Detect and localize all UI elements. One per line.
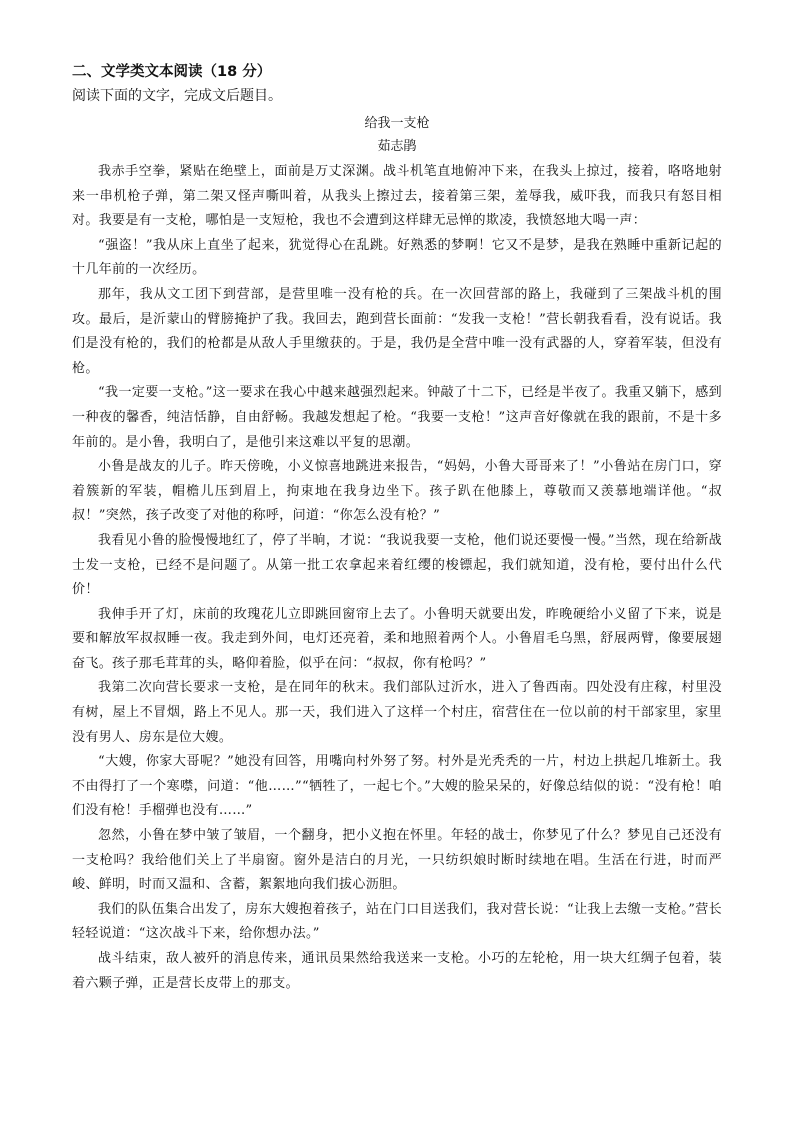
paragraph: 那年，我从文工团下到营部，是营里唯一没有枪的兵。在一次回营部的路上，我碰到了三架战斗机的围攻。最后，是沂蒙山的臂膀掩护了我。我回去，跑到营长面前：“发我一支枪！”营长朝我看看，没有说话。我们是没有枪的，我们的枪都是从敌人手里缴获的。于是，我仍是全营中唯一没有武器的人，穿着军装，但没有枪。 bbox=[72, 286, 722, 376]
article-title: 给我一支枪 bbox=[364, 116, 430, 131]
paragraph: 小鲁是战友的儿子。昨天傍晚，小义惊喜地跳进来报告，“妈妈，小鲁大哥哥来了！”小鲁站在房门口，穿着簇新的军装，帽檐儿压到眉上，拘束地在我身边坐下。孩子趴在他膝上，尊敬而又羡慕地端详他。“叔叔！”突然，孩子改变了对他的称呼，问道：“你怎么没有枪？” bbox=[72, 459, 722, 524]
reading-instruction: 阅读下面的文字，完成文后题目。 bbox=[72, 88, 282, 104]
paragraph: 我看见小鲁的脸慢慢地红了，停了半晌，才说：“我说我要一支枪，他们说还要慢一慢。”当然，现在给新战士发一支枪，已经不是问题了。从第一批工农拿起来着红缨的梭镖起，我们就知道，没有枪，要付出什么代价！ bbox=[72, 532, 722, 598]
article-body bbox=[72, 160, 722, 996]
paragraph: “强盗！”我从床上直坐了起来，犹觉得心在乱跳。好熟悉的梦啊！它又不是梦，是我在熟睡中重新记起的十几年前的一次经历。 bbox=[72, 237, 722, 278]
paragraph: 我们的队伍集合出发了，房东大嫂抱着孩子，站在门口目送我们，我对营长说：“让我上去缴一支枪。”营长轻轻说道：“这次战斗下来，给你想办法。” bbox=[72, 901, 722, 942]
paragraph: 忽然，小鲁在梦中皱了皱眉，一个翻身，把小义抱在怀里。年轻的战士，你梦见了什么？梦见自己还没有一支枪吗？我给他们关上了半扇窗。窗外是洁白的月光，一只纺织娘时断时续地在唱。生活在行进，时而严峻、鲜明，时而又温和、含蓄，絮絮地向我们拔心沥胆。 bbox=[72, 828, 722, 893]
paragraph: 我赤手空拳，紧贴在绝壁上，面前是万丈深渊。战斗机笔直地俯冲下来，在我头上掠过，接着，咯咯地射来一串机枪子弹，第二架又怪声嘶叫着，从我头上擦过去，接着第三架，羞辱我，威吓我，而我只有怒目相对。我要是有一支枪，哪怕是一支短枪，我也不会遭到这样肆无忌惮的欺凌，我愤怒地大喝一声： bbox=[72, 164, 722, 229]
paragraph: “我一定要一支枪。”这一要求在我心中越来越强烈起来。钟敲了十二下，已经是半夜了。我重又躺下，感到一种夜的馨香，纯洁恬静，自由舒畅。我越发想起了枪。“我要一支枪！”这声音好像就在我的跟前，不是十多年前的。是小鲁，我明白了，是他引来这难以平复的思潮。 bbox=[72, 385, 722, 450]
article-author: 茹志鹃 bbox=[377, 139, 417, 154]
section-heading: 二、文学类文本阅读（18 分） bbox=[72, 64, 272, 80]
paragraph: “大嫂，你家大哥呢？”她没有回答，用嘴向村外努了努。村外是光秃秃的一片，村边上拱起几堆新土。我不由得打了一个寒噤，问道：“他……”“牺牲了，一起七个。”大嫂的脸呆呆的，好像总结似的说：“没有枪！咱们没有枪！手榴弹也没有……” bbox=[72, 754, 722, 819]
document-page bbox=[72, 60, 722, 996]
paragraph: 我伸手开了灯，床前的玫瑰花儿立即跳回窗帘上去了。小鲁明天就要出发，昨晚硬给小义留了下来，说是要和解放军叔叔睡一夜。我走到外间，电灯还亮着，柔和地照着两个人。小鲁眉毛乌黑，舒展两臂，像要展翅奋飞。孩子那毛茸茸的头，略仰着脸，似乎在问：“叔叔，你有枪吗？” bbox=[72, 606, 722, 671]
paragraph: 我第二次向营长要求一支枪，是在同年的秋末。我们部队过沂水，进入了鲁西南。四处没有庄稼，村里没有树，屋上不冒烟，路上不见人。那一天，我们进入了这样一个村庄，宿营住在一位以前的村干部家里，家里没有男人、房东是位大嫂。 bbox=[72, 680, 722, 745]
paragraph: 战斗结束，敌人被歼的消息传来，通讯员果然给我送来一支枪。小巧的左轮枪，用一块大红绸子包着，装着六颗子弹，正是营长皮带上的那支。 bbox=[72, 951, 722, 991]
